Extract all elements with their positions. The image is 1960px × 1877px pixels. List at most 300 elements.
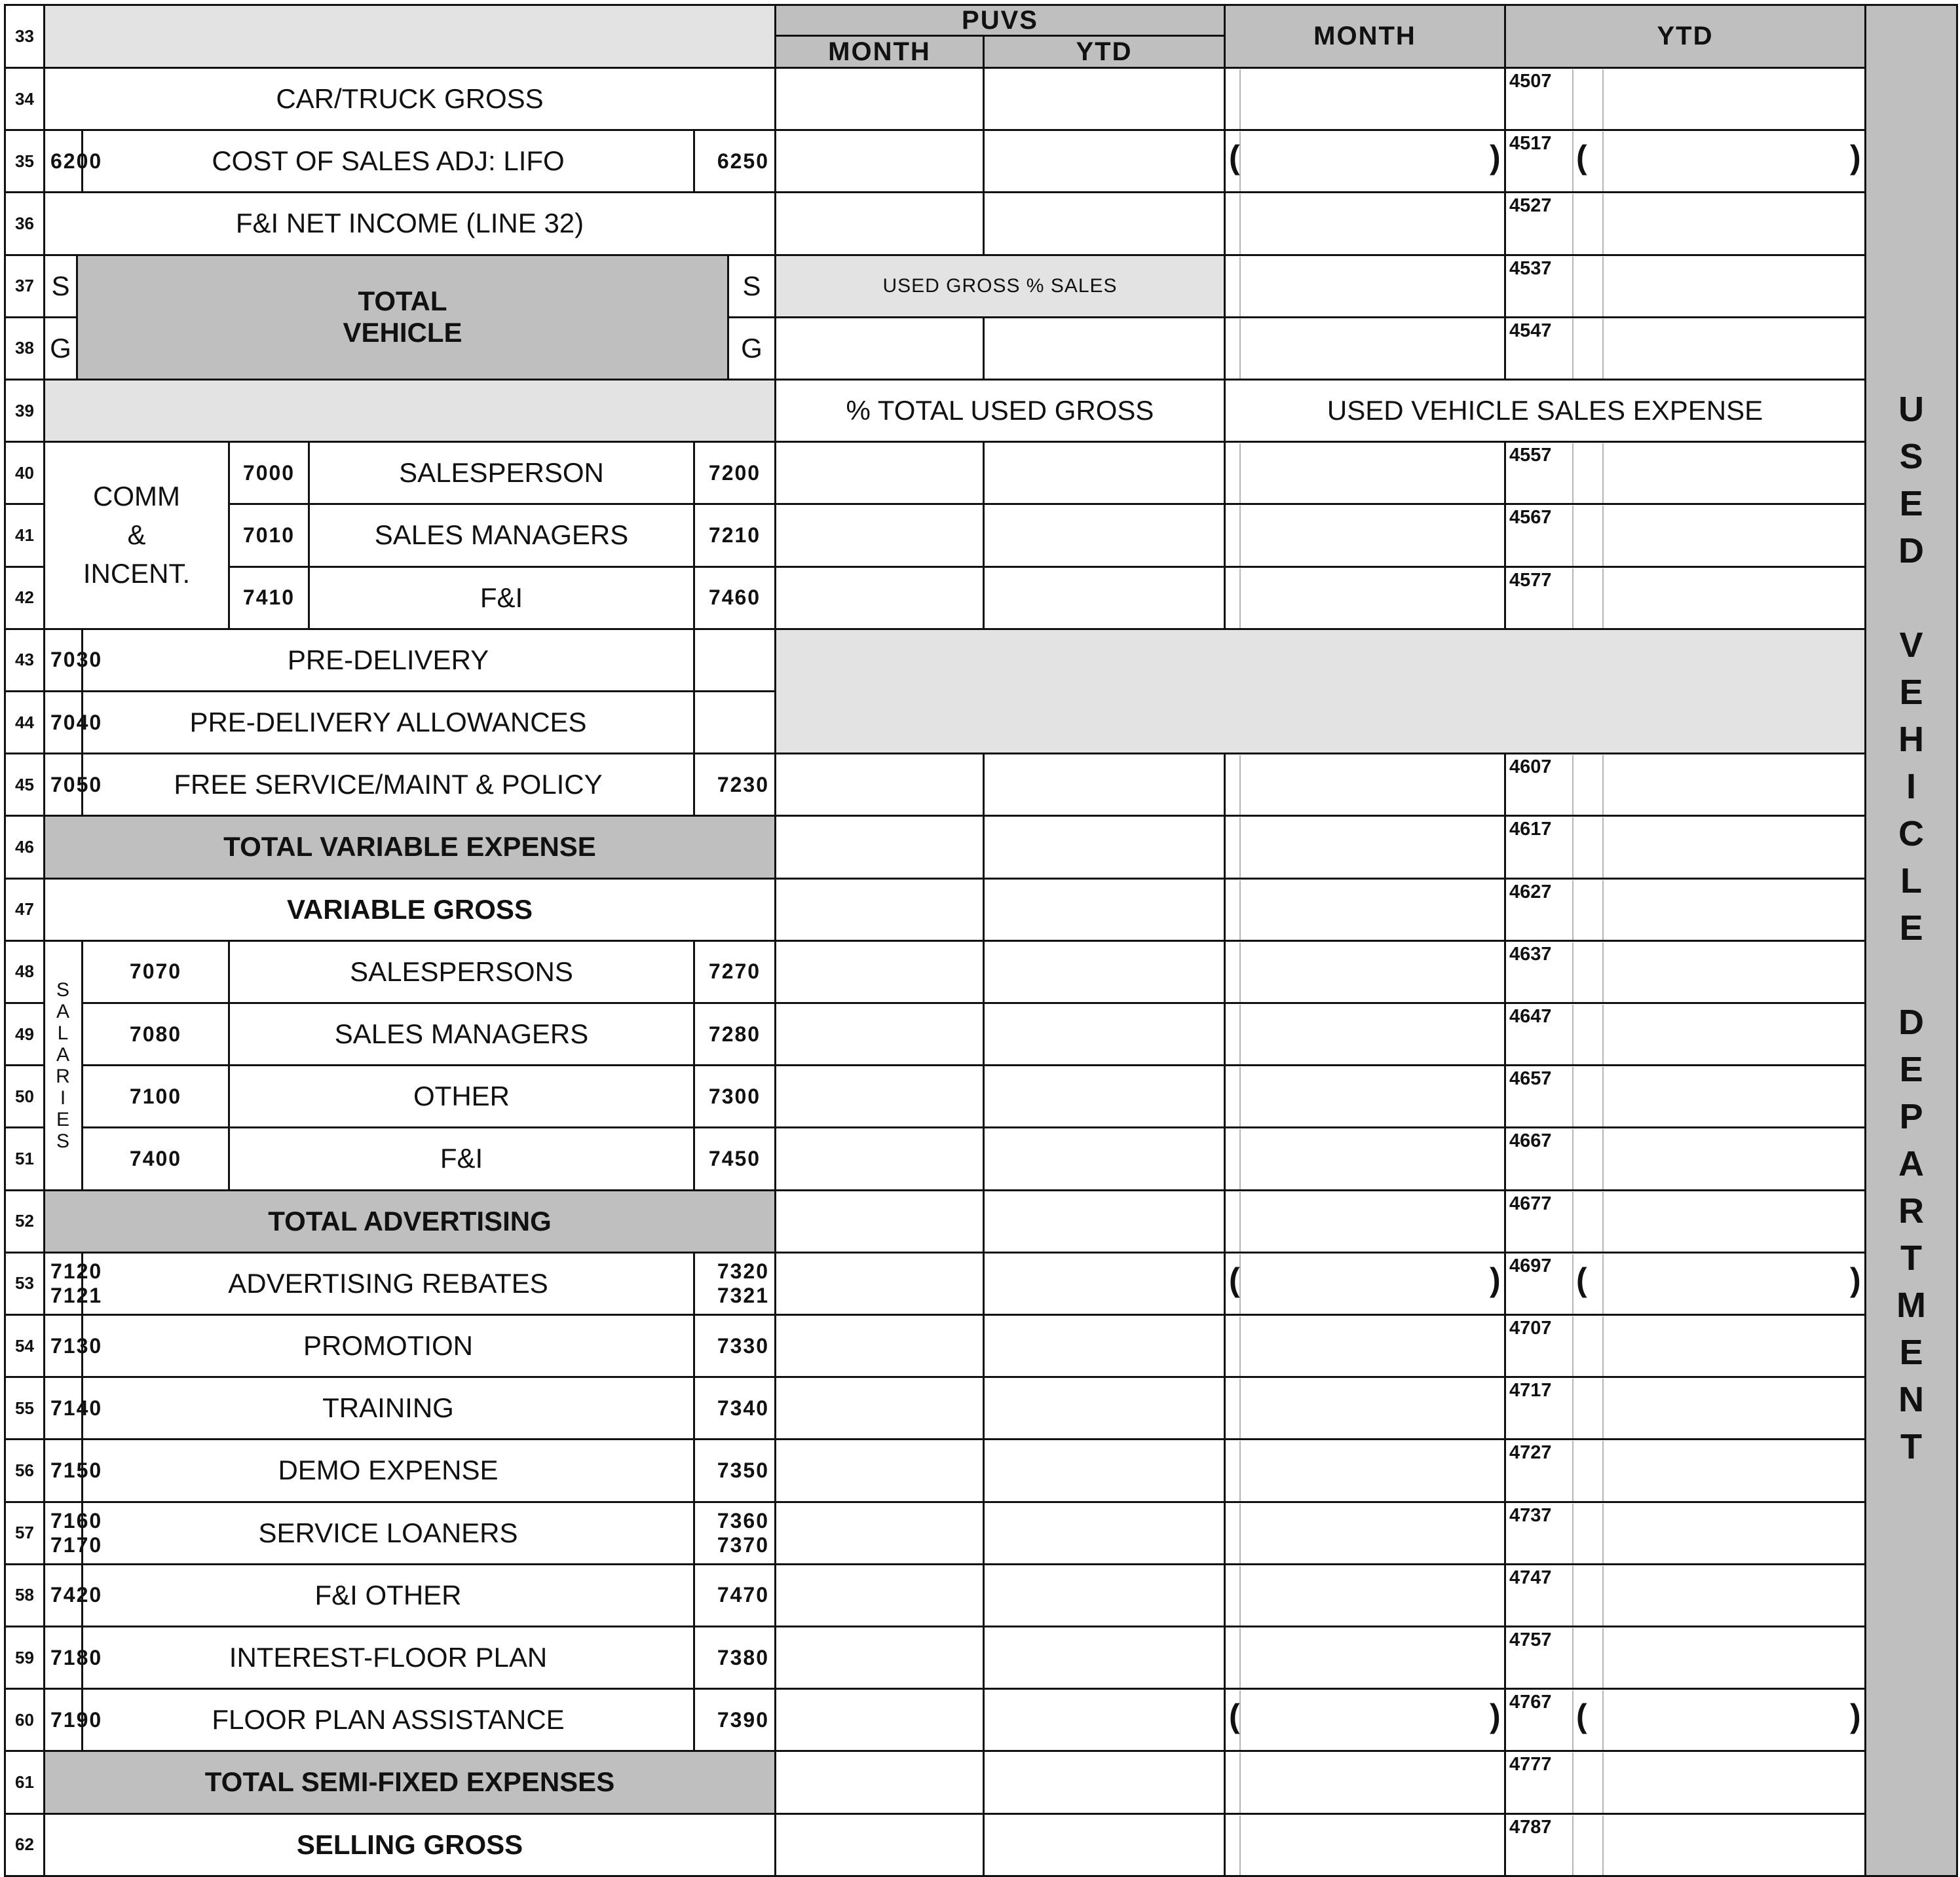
line-label: SELLING GROSS [296,1829,523,1860]
puvs-ytd-value-47[interactable] [983,878,1226,942]
used-vehicle-department-title [1864,4,1958,1877]
month-value-56[interactable] [1224,1438,1506,1502]
puvs-ytd-header [983,35,1226,69]
month-value-59[interactable] [1224,1626,1506,1690]
code-right-45 [693,753,776,817]
code-text: 6200 [50,149,103,173]
puvs-month-value-50[interactable] [774,1064,985,1128]
month-value-34[interactable] [1224,67,1506,131]
total-vehicle-text: TOTAL [358,286,447,317]
cell-divider [1572,443,1574,503]
code-text: 7200 [708,460,761,485]
row-number-62 [4,1813,45,1877]
puvs-ytd-value-46[interactable] [983,815,1226,879]
account-number-4647: 4647 [1509,1006,1552,1027]
cell-divider [1602,1192,1604,1252]
salaries-letter: A [56,1000,70,1022]
puvs-ytd-value-42[interactable] [983,566,1226,630]
cell-divider [1239,1192,1241,1252]
month-value-53[interactable] [1224,1252,1506,1316]
code-left-42 [228,566,310,630]
account-number-4757: 4757 [1509,1629,1552,1650]
line-label: ADVERTISING REBATES [228,1267,548,1299]
account-number-4767: 4767 [1509,1692,1552,1713]
paren-close: ) [1850,1698,1861,1735]
pre-delivery-blank-area [774,628,1866,754]
salaries-label [43,940,83,1191]
month-value-62[interactable] [1224,1813,1506,1877]
row-number-35 [4,129,45,193]
side-title-letter: E [1899,484,1923,523]
puvs-month-value-48[interactable] [774,940,985,1004]
code-left-59 [43,1626,103,1690]
code-right-51 [693,1126,776,1191]
puvs-ytd-value-35[interactable] [983,129,1226,193]
cell-divider [1239,1504,1241,1563]
cell-divider [1239,69,1241,129]
row-number-text: 40 [15,462,34,483]
paren-close: ) [1490,139,1501,176]
puvs-ytd-value-34[interactable] [983,67,1226,131]
used-gross-pct-sales-text: USED GROSS % SALES [882,274,1118,297]
puvs-ytd-value-49[interactable] [983,1002,1226,1066]
row-number-text: 44 [15,712,34,732]
puvs-header-text: PUVS [962,5,1038,35]
row-number-38 [4,316,45,381]
code-right-49 [693,1002,776,1066]
line-label: FREE SERVICE/MAINT & POLICY [174,769,603,800]
ytd-value-41[interactable] [1504,503,1866,567]
ytd-value-59[interactable] [1504,1626,1866,1690]
puvs-month-value-45[interactable] [774,753,985,817]
cell-divider [1572,1504,1574,1563]
label-47 [43,878,776,942]
month-header-text: MONTH [1313,22,1416,50]
label-55 [81,1376,695,1440]
used-vehicle-sales-expense-header [1224,379,1866,443]
puvs-month-value-54[interactable] [774,1314,985,1378]
cell-divider [1239,880,1241,940]
month-value-38[interactable] [1224,316,1506,381]
code-right-48 [693,940,776,1004]
row-number-text: 58 [15,1585,34,1605]
ytd-value-38[interactable] [1504,316,1866,381]
paren-close: ) [1490,1698,1501,1735]
code-text: 7050 [50,772,103,796]
row-number-text: 50 [15,1086,34,1106]
side-title-letter: L [1900,861,1922,901]
side-title-letter: E [1899,1050,1923,1089]
label-42 [308,566,695,630]
row-number-57 [4,1501,45,1565]
comm-incent-text: INCENT. [83,557,191,589]
ytd-header [1504,4,1866,69]
row-number-text: 43 [15,650,34,670]
ytd-value-42[interactable] [1504,566,1866,630]
salaries-letter: S [56,1130,70,1152]
side-title-letter: I [1906,767,1916,806]
ytd-value-51[interactable] [1504,1126,1866,1191]
cell-divider [1602,1067,1604,1126]
code-left-56 [43,1438,103,1502]
account-number-4547: 4547 [1509,320,1552,341]
code-left-35 [43,129,103,193]
puvs-month-value-51[interactable] [774,1126,985,1191]
row-number-46 [4,815,45,879]
code-left-51 [81,1126,230,1191]
ytd-value-36[interactable] [1504,191,1866,255]
ytd-value-55[interactable] [1504,1376,1866,1440]
puvs-ytd-value-57[interactable] [983,1501,1226,1565]
code-text: 7400 [129,1146,182,1170]
code-text: 7320 [717,1259,769,1283]
month-value-57[interactable] [1224,1501,1506,1565]
pct-total-used-gross-text: % TOTAL USED GROSS [846,395,1154,426]
code-right-50 [693,1064,776,1128]
puvs-ytd-value-59[interactable] [983,1626,1226,1690]
account-number-4697: 4697 [1509,1255,1552,1276]
label-54 [81,1314,695,1378]
code-left-49 [81,1002,230,1066]
line-label: SALESPERSON [399,457,604,489]
row-number-60 [4,1688,45,1752]
puvs-month-value-58[interactable] [774,1563,985,1627]
paren-open: ( [1229,139,1240,176]
row-number-text: 34 [15,88,34,109]
ytd-value-40[interactable] [1504,441,1866,505]
row-number-36 [4,191,45,255]
code-text: 7340 [717,1396,769,1420]
puvs-ytd-value-51[interactable] [983,1126,1226,1191]
cell-divider [1572,1316,1574,1376]
month-value-58[interactable] [1224,1563,1506,1627]
puvs-ytd-value-41[interactable] [983,503,1226,567]
code-right-60 [693,1688,776,1752]
puvs-ytd-value-48[interactable] [983,940,1226,1004]
side-title-letter: E [1899,1333,1923,1372]
code-text: 7460 [708,585,761,610]
puvs-ytd-value-61[interactable] [983,1750,1226,1814]
row-number-text: 59 [15,1647,34,1667]
code-right-35 [693,129,776,193]
cell-divider [1239,568,1241,628]
ytd-value-46[interactable] [1504,815,1866,879]
row-number-text: 52 [15,1211,34,1231]
cell-divider [1602,880,1604,940]
line-label: SALES MANAGERS [334,1018,589,1050]
month-value-45[interactable] [1224,753,1506,817]
row-number-56 [4,1438,45,1502]
row-38-marker-left [43,316,78,381]
code-left-58 [43,1563,103,1627]
cell-divider [1602,568,1604,628]
ytd-value-53[interactable] [1504,1252,1866,1316]
cell-divider [1239,257,1241,316]
puvs-month-value-34[interactable] [774,67,985,131]
code-text: 7100 [129,1084,182,1108]
row-number-text: 61 [15,1772,34,1792]
ytd-value-60[interactable] [1504,1688,1866,1752]
cell-divider [1572,194,1574,253]
cell-divider [1572,942,1574,1002]
row-number-51 [4,1126,45,1191]
month-value-36[interactable] [1224,191,1506,255]
code-text: 7380 [717,1645,769,1669]
side-title-letter: E [1899,673,1923,712]
code-text: 7360 [717,1508,769,1533]
row-number-text: 45 [15,774,34,794]
puvs-ytd-value-38[interactable] [983,316,1226,381]
account-number-4707: 4707 [1509,1318,1552,1339]
cell-divider [1572,1379,1574,1438]
puvs-ytd-value-58[interactable] [983,1563,1226,1627]
ytd-value-45[interactable] [1504,753,1866,817]
cell-divider [1572,1815,1574,1875]
code-text: 7170 [50,1533,103,1557]
code-right-53 [693,1252,776,1316]
puvs-ytd-value-55[interactable] [983,1376,1226,1440]
month-value-49[interactable] [1224,1002,1506,1066]
month-value-54[interactable] [1224,1314,1506,1378]
cell-divider [1602,1005,1604,1064]
side-title-letter: T [1900,1427,1922,1466]
puvs-month-value-56[interactable] [774,1438,985,1502]
code-left-41 [228,503,310,567]
cell-divider [1239,319,1241,379]
code-left-40 [228,441,310,505]
month-value-41[interactable] [1224,503,1506,567]
salaries-letter: E [56,1108,70,1130]
puvs-ytd-value-60[interactable] [983,1688,1226,1752]
puvs-month-value-55[interactable] [774,1376,985,1440]
cell-divider [1572,132,1574,191]
row-number-49 [4,1002,45,1066]
marker-text: G [50,332,71,363]
ytd-value-52[interactable] [1504,1189,1866,1254]
code-text: 7370 [717,1533,769,1557]
account-number-4637: 4637 [1509,943,1552,965]
month-value-37[interactable] [1224,254,1506,318]
code-text: 7080 [129,1022,182,1046]
ytd-value-47[interactable] [1504,878,1866,942]
puvs-month-text: MONTH [828,37,931,66]
account-number-4607: 4607 [1509,756,1552,778]
side-title-letter: D [1898,1003,1924,1042]
row-number-41 [4,503,45,567]
cell-divider [1572,1254,1574,1314]
puvs-month-value-36[interactable] [774,191,985,255]
month-value-51[interactable] [1224,1126,1506,1191]
account-number-4657: 4657 [1509,1068,1552,1090]
month-value-61[interactable] [1224,1750,1506,1814]
cell-divider [1572,319,1574,379]
label-48 [228,940,695,1004]
puvs-ytd-value-54[interactable] [983,1314,1226,1378]
ytd-value-62[interactable] [1504,1813,1866,1877]
label-56 [81,1438,695,1502]
code-right-44 [693,690,776,754]
code-text: 6250 [717,149,769,173]
puvs-month-value-46[interactable] [774,815,985,879]
account-number-4747: 4747 [1509,1567,1552,1588]
ytd-value-57[interactable] [1504,1501,1866,1565]
puvs-ytd-value-56[interactable] [983,1438,1226,1502]
side-title-letter: D [1898,531,1924,570]
month-value-48[interactable] [1224,940,1506,1004]
cell-divider [1572,1129,1574,1189]
puvs-ytd-value-40[interactable] [983,441,1226,505]
row-37-marker-left [43,254,78,318]
puvs-ytd-value-45[interactable] [983,753,1226,817]
puvs-month-value-47[interactable] [774,878,985,942]
month-value-60[interactable] [1224,1688,1506,1752]
ytd-value-35[interactable] [1504,129,1866,193]
paren-close: ) [1850,1261,1861,1298]
puvs-month-value-41[interactable] [774,503,985,567]
line-label: FLOOR PLAN ASSISTANCE [212,1704,565,1736]
row-number-43 [4,628,45,692]
code-left-60 [43,1688,103,1752]
ytd-value-61[interactable] [1504,1750,1866,1814]
puvs-month-value-60[interactable] [774,1688,985,1752]
puvs-month-value-57[interactable] [774,1501,985,1565]
puvs-month-value-35[interactable] [774,129,985,193]
row-number-text: 56 [15,1460,34,1480]
line-label: F&I OTHER [314,1579,462,1610]
paren-close: ) [1850,139,1861,176]
account-number-4777: 4777 [1509,1754,1552,1775]
row-number-55 [4,1376,45,1440]
puvs-month-value-40[interactable] [774,441,985,505]
ytd-value-54[interactable] [1504,1314,1866,1378]
account-number-4627: 4627 [1509,881,1552,902]
row-number-text: 48 [15,961,34,982]
row-38-marker-right [727,316,776,381]
code-text: 7390 [717,1707,769,1732]
ytd-value-50[interactable] [1504,1064,1866,1128]
code-text: 7130 [50,1333,103,1358]
line-label: PROMOTION [303,1330,473,1362]
row-number-text: 46 [15,836,34,857]
row-number-54 [4,1314,45,1378]
cell-divider [1602,1628,1604,1688]
line-label: F&I [480,582,523,613]
ytd-value-37[interactable] [1504,254,1866,318]
cell-divider [1239,443,1241,503]
puvs-ytd-value-36[interactable] [983,191,1226,255]
salaries-letter: I [60,1087,67,1109]
puvs-month-value-61[interactable] [774,1750,985,1814]
puvs-ytd-value-50[interactable] [983,1064,1226,1128]
marker-text: S [742,270,761,301]
label-40 [308,441,695,505]
puvs-ytd-value-53[interactable] [983,1252,1226,1316]
puvs-month-value-59[interactable] [774,1626,985,1690]
code-text: 7040 [50,710,103,734]
account-number-4787: 4787 [1509,1816,1552,1838]
header-label-blank [43,4,776,69]
label-51 [228,1126,695,1191]
row-number-text: 39 [15,400,34,420]
label-61 [43,1750,776,1814]
row-number-text: 36 [15,213,34,233]
cell-divider [1239,1753,1241,1812]
puvs-month-value-38[interactable] [774,316,985,381]
cell-divider [1239,755,1241,815]
month-value-47[interactable] [1224,878,1506,942]
cell-divider [1572,1566,1574,1626]
side-title-letters [1896,386,1926,1470]
comm-incent-text: COMM [93,481,180,512]
account-number-4667: 4667 [1509,1130,1552,1152]
line-label: VARIABLE GROSS [287,893,533,925]
paren-close: ) [1490,1261,1501,1298]
used-gross-pct-sales [774,254,1226,318]
cell-divider [1602,132,1604,191]
puvs-ytd-value-52[interactable] [983,1189,1226,1254]
puvs-month-value-62[interactable] [774,1813,985,1877]
row-number-text: 53 [15,1273,34,1293]
label-43 [81,628,695,692]
total-vehicle-text: VEHICLE [343,317,462,348]
puvs-month-value-53[interactable] [774,1252,985,1316]
row-number-58 [4,1563,45,1627]
ytd-value-58[interactable] [1504,1563,1866,1627]
ytd-value-48[interactable] [1504,940,1866,1004]
ytd-value-56[interactable] [1504,1438,1866,1502]
cell-divider [1572,257,1574,316]
account-number-4557: 4557 [1509,445,1552,466]
row-number-text: 62 [15,1834,34,1855]
month-value-40[interactable] [1224,441,1506,505]
month-value-55[interactable] [1224,1376,1506,1440]
cell-divider [1239,817,1241,877]
month-value-50[interactable] [1224,1064,1506,1128]
salaries-letter: R [56,1065,71,1087]
line-label: PRE-DELIVERY [287,644,489,675]
month-value-35[interactable] [1224,129,1506,193]
puvs-month-value-49[interactable] [774,1002,985,1066]
cell-divider [1572,1690,1574,1750]
cell-divider [1602,1316,1604,1376]
code-text: 7160 [50,1508,103,1533]
cell-divider [1602,1566,1604,1626]
puvs-month-value-52[interactable] [774,1189,985,1254]
row-number-48 [4,940,45,1004]
code-text: 7230 [717,772,769,796]
row-number-40 [4,441,45,505]
puvs-month-value-42[interactable] [774,566,985,630]
cell-divider [1602,69,1604,129]
month-value-46[interactable] [1224,815,1506,879]
month-value-42[interactable] [1224,566,1506,630]
paren-open: ( [1576,139,1587,176]
account-number-4567: 4567 [1509,507,1552,529]
month-value-52[interactable] [1224,1189,1506,1254]
ytd-value-49[interactable] [1504,1002,1866,1066]
line-label: CAR/TRUCK GROSS [276,83,544,115]
puvs-ytd-value-62[interactable] [983,1813,1226,1877]
line-label: TOTAL ADVERTISING [268,1205,552,1236]
puvs-header [774,4,1226,37]
row-number-text: 37 [15,276,34,296]
side-title-letter [1906,574,1916,622]
code-left-43 [43,628,103,692]
cell-divider [1572,1441,1574,1500]
code-text: 7321 [717,1283,769,1307]
ytd-value-34[interactable] [1504,67,1866,131]
code-right-57 [693,1501,776,1565]
